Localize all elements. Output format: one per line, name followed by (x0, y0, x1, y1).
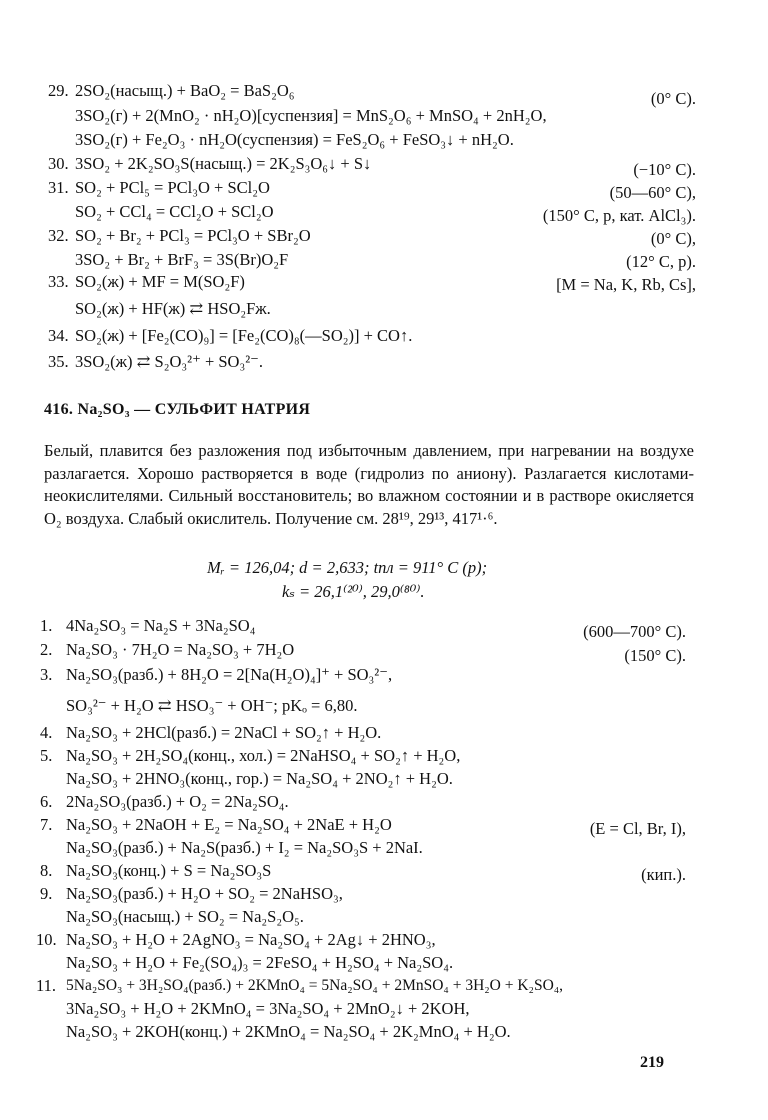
equation-line: Na₂SO₃(разб.) + H₂O + SO₂ = 2NaHSO₃, (66, 884, 343, 903)
equation-line: 3Na₂SO₃ + H₂O + 2KMnO₄ = 3Na₂SO₄ + 2MnO₂↓ + 2KOH, (66, 999, 470, 1018)
condition: (E = Cl, Br, I), (589, 819, 686, 838)
equation-line: 3SO₂ + Br₂ + BrF₃ = 3S(Br)O₂F (75, 250, 289, 269)
condition: (12° C, p). (626, 252, 696, 271)
equation-line: Na₂SO₃(конц.) + S = Na₂SO₃S (66, 861, 272, 880)
condition: (50—60° C), (609, 183, 696, 202)
reaction-number: 11. (36, 976, 57, 995)
equation-line: SO₂(ж) + HF(ж) ⇄ HSO₂Fж. (75, 299, 271, 318)
equation-line: 3SO₂(г) + Fe₂O₃ · nH₂O(суспензия) = FeS₂O₆ + FeSO₃↓ + nH₂O. (75, 130, 514, 149)
equation-line: SO₂(ж) + MF = M(SO₂F) (75, 272, 245, 291)
equation-line: Na₂SO₃ + 2H₂SO₄(конц., хол.) = 2NaHSO₄ + SO₂↑ + H₂O, (66, 746, 461, 765)
entry-number: 35. (48, 352, 69, 371)
condition: (0° C). (650, 89, 696, 108)
equation-line: Na₂SO₃ + H₂O + 2AgNO₃ = Na₂SO₄ + 2Ag↓ + 2HNO₃, (66, 930, 436, 949)
condition: (150° C). (624, 646, 686, 665)
reaction-number: 5. (40, 746, 53, 765)
constants-line: kₛ = 26,1⁽²⁰⁾, 29,0⁽⁸⁰⁾. (282, 582, 425, 601)
reaction-number: 10. (36, 930, 57, 949)
equation-line: Na₂SO₃ · 7H₂O = Na₂SO₃ + 7H₂O (66, 640, 295, 659)
reaction-number: 9. (40, 884, 53, 903)
equation-line: Na₂SO₃ + 2HCl(разб.) = 2NaCl + SO₂↑ + H₂O. (66, 723, 382, 742)
equation-line: SO₂ + PCl₅ = PCl₃O + SCl₂O (75, 178, 270, 197)
page-number: 219 (640, 1054, 664, 1071)
reaction-number: 3. (40, 665, 53, 684)
equation-line: Na₂SO₃(разб.) + Na₂S(разб.) + I₂ = Na₂SO₃S + 2NaI. (66, 838, 423, 857)
entry-number: 34. (48, 326, 69, 345)
reaction-number: 7. (40, 815, 53, 834)
equation-line: Na₂SO₃(насыщ.) + SO₂ = Na₂S₂O₅. (66, 907, 304, 926)
equation-line: SO₂ + Br₂ + PCl₃ = PCl₃O + SBr₂O (75, 226, 311, 245)
equation-line: SO₂(ж) + [Fe₂(CO)₉] = [Fe₂(CO)₈(—SO₂)] + CO↑. (75, 326, 413, 345)
section-heading: 416. Na₂SO₃ — СУЛЬФИТ НАТРИЯ (44, 401, 311, 418)
equation-line: 2SO₂(насыщ.) + BaO₂ = BaS₂O₆ (75, 81, 295, 100)
entry-number: 30. (48, 154, 69, 173)
equation-line: 5Na₂SO₃ + 3H₂SO₄(разб.) + 2KMnO₄ = 5Na₂SO₄ + 2MnSO₄ + 3H₂O + K₂SO₄, (66, 977, 564, 994)
equation-line: Na₂SO₃ + 2HNO₃(конц., гор.) = Na₂SO₄ + 2NO₂↑ + H₂O. (66, 769, 453, 788)
condition: (150° C, p, кат. AlCl₃). (542, 206, 696, 225)
entry-number: 33. (48, 272, 69, 291)
condition: (−10° C). (633, 160, 696, 179)
equation-line: 3SO₂(ж) ⇄ S₂O₃²⁺ + SO₃²⁻. (75, 352, 263, 371)
equation-line: SO₃²⁻ + H₂O ⇄ HSO₃⁻ + OH⁻; pKₒ = 6,80. (66, 696, 358, 715)
reaction-number: 6. (40, 792, 53, 811)
equation-line: SO₂ + CCl₄ = CCl₂O + SCl₂O (75, 202, 274, 221)
reaction-number: 4. (40, 723, 53, 742)
condition: (0° C), (650, 229, 696, 248)
equation-line: Na₂SO₃(разб.) + 8H₂O = 2[Na(H₂O)₄]⁺ + SO₃²⁻, (66, 665, 393, 684)
reaction-number: 2. (40, 640, 53, 659)
constants-line: Mᵣ = 126,04; d = 2,633; tпл = 911° C (p); (207, 558, 488, 577)
entry-number: 32. (48, 226, 69, 245)
equation-line: 2Na₂SO₃(разб.) + O₂ = 2Na₂SO₄. (66, 792, 289, 811)
condition: (600—700° C). (583, 622, 686, 641)
condition: (кип.). (641, 865, 686, 884)
equation-line: Na₂SO₃ + 2NaOH + E₂ = Na₂SO₄ + 2NaE + H₂O (66, 815, 392, 834)
equation-line: 3SO₂(г) + 2(MnO₂ · nH₂O)[суспензия] = MnS₂O₆ + MnSO₄ + 2nH₂O, (75, 106, 547, 125)
description-paragraph: Белый, плавится без разложения под избыточным давлением, при нагревании на воздухе разлагается. Хорошо растворяется в воде (гидролиз по аниону). Разлагается кислотами-неокислителями. Сильный восстановитель; во влажном состоянии и в растворе окисляется O₂ воздуха. Слабый окислитель. Получение см. 28¹⁹, 29¹³, 417¹·⁶. (44, 441, 694, 528)
entry-number: 31. (48, 178, 69, 197)
entry-number: 29. (48, 81, 69, 100)
equation-line: 3SO₂ + 2K₂SO₃S(насыщ.) = 2K₂S₃O₆↓ + S↓ (75, 154, 372, 173)
equation-line: Na₂SO₃ + 2KOH(конц.) + 2KMnO₄ = Na₂SO₄ + 2K₂MnO₄ + H₂O. (66, 1022, 511, 1041)
reaction-number: 8. (40, 861, 53, 880)
equation-line: Na₂SO₃ + H₂O + Fe₂(SO₄)₃ = 2FeSO₄ + H₂SO₄ + Na₂SO₄. (66, 953, 454, 972)
equation-line: 4Na₂SO₃ = Na₂S + 3Na₂SO₄ (66, 616, 256, 635)
condition: [M = Na, K, Rb, Cs], (556, 275, 696, 294)
reaction-number: 1. (40, 616, 53, 635)
